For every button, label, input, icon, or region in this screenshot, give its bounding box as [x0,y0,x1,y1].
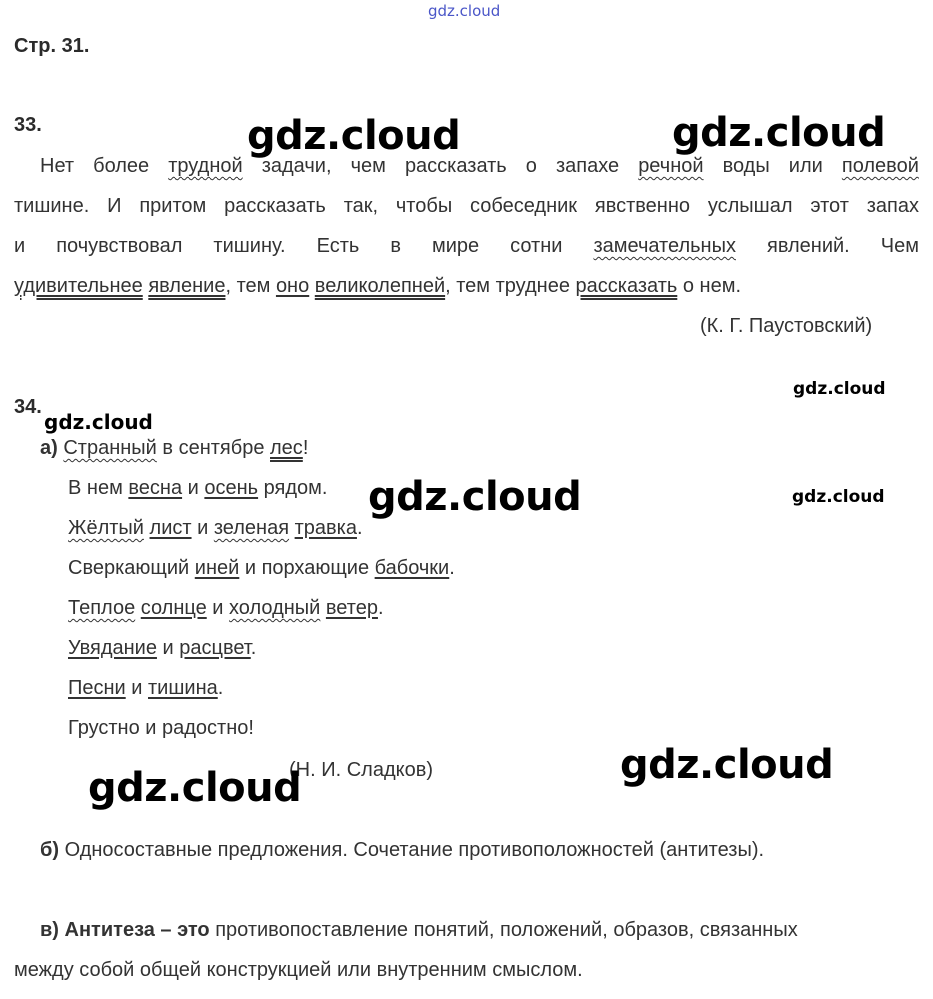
watermark: gdz.cloud [672,110,886,156]
exercise-34-number: 34. [14,396,42,418]
ex34-poem-line-1: а) Странный в сентябре лес! [40,437,309,459]
watermark: gdz.cloud [793,379,886,399]
ex34-part-c-line-1: в) Антитеза – это противопоставление понятий, положений, образов, связанных [40,919,798,941]
ex34-poem-line-4: Сверкающий иней и порхающие бабочки. [68,557,455,579]
page-label: Стр. 31. [14,35,90,57]
watermark: gdz.cloud [247,113,461,159]
watermark: gdz.cloud [792,487,885,507]
ex34-poem-line-2: В нем весна и осень рядом. [68,477,328,499]
ex34-poem-line-8: Грустно и радостно! [68,717,254,739]
watermark: gdz.cloud [44,410,153,434]
ex33-line-4: удивительнее явление, тем оно великолепней, тем труднее рассказать о нем. [14,275,742,297]
ex34-poem-line-3: Жёлтый лист и зеленая травка. [68,517,363,539]
ex33-line-2: тишине. И притом рассказать так, чтобы собеседник явственно услышал этот запах [14,195,919,217]
watermark: gdz.cloud [620,742,834,788]
ex34-part-c-line-2: между собой общей конструкцией или внутренним смыслом. [14,959,583,981]
ex33-line-1: Нет более трудной задачи, чем рассказать о запахе речной воды или полевой [40,155,919,177]
watermark: gdz.cloud [88,765,302,811]
watermark: gdz.cloud [368,474,582,520]
ex34-poem-line-5: Теплое солнце и холодный ветер. [68,597,384,619]
ex34-poem-line-7: Песни и тишина. [68,677,224,699]
ex34-author: (Н. И. Сладков) [289,759,433,781]
ex34-poem-line-6: Увядание и расцвет. [68,637,257,659]
watermark-top[interactable]: gdz.cloud [428,2,501,20]
exercise-33-number: 33. [14,114,42,136]
ex33-line-3: и почувствовал тишину. Есть в мире сотни замечательных явлений. Чем [14,235,919,257]
ex33-author: (К. Г. Паустовский) [700,315,873,337]
ex34-part-b: б) Односоставные предложения. Сочетание противоположностей (антитезы). [40,839,765,861]
